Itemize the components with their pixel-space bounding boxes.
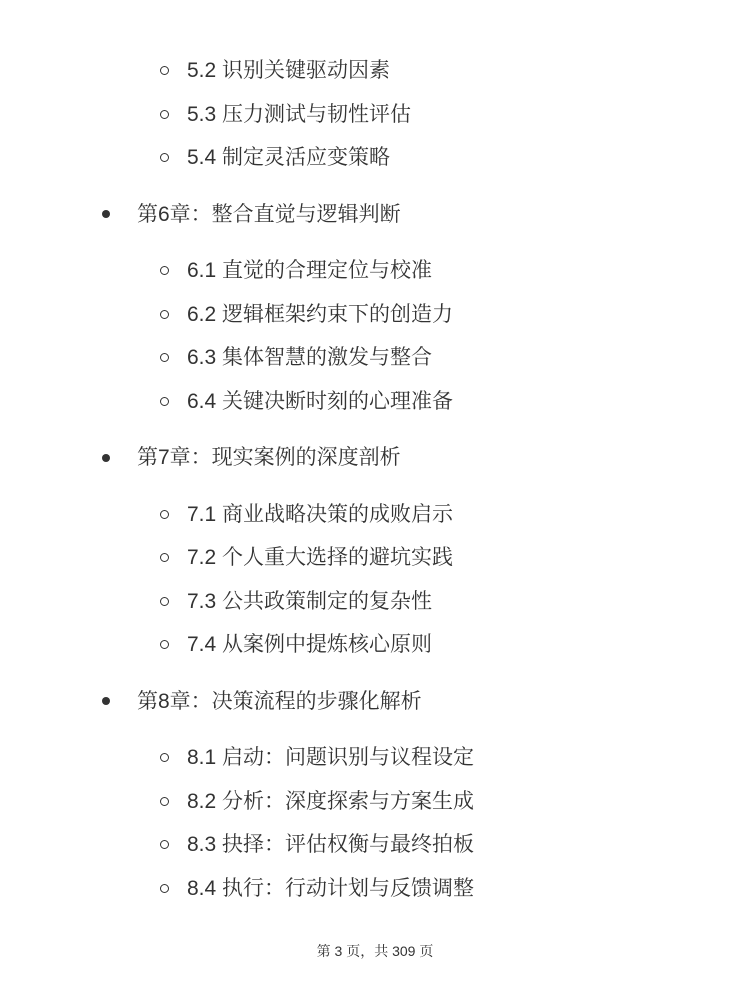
toc-section-label: 6.2 逻辑框架约束下的创造力 [187, 302, 454, 326]
circle-bullet-icon [160, 553, 169, 562]
circle-bullet-icon [160, 353, 169, 362]
toc-chapter-label: 第7章：现实案例的深度剖析 [137, 446, 401, 470]
toc-section-item [0, 867, 750, 911]
toc-chapter-item [0, 436, 750, 480]
toc-section-label: 8.4 执行：行动计划与反馈调整 [187, 876, 475, 900]
toc-section-label: 5.4 制定灵活应变策略 [187, 146, 391, 170]
toc-section-label: 6.1 直觉的合理定位与校准 [187, 259, 433, 283]
toc-section-label: 6.3 集体智慧的激发与整合 [187, 346, 433, 370]
page-number-indicator: 第 3 页，共 309 页 [316, 943, 434, 959]
toc-section-item [0, 823, 750, 867]
circle-bullet-icon [160, 840, 169, 849]
toc-section-item [0, 623, 750, 667]
toc-chapter-item [0, 193, 750, 237]
disc-bullet-icon [102, 697, 110, 705]
toc-section-label: 7.1 商业战略决策的成败启示 [187, 502, 454, 526]
toc-section-label: 8.1 启动：问题识别与议程设定 [187, 746, 475, 770]
circle-bullet-icon [160, 510, 169, 519]
circle-bullet-icon [160, 66, 169, 75]
circle-bullet-icon [160, 266, 169, 275]
toc-chapter-item [0, 680, 750, 724]
circle-bullet-icon [160, 110, 169, 119]
toc-section-label: 8.2 分析：深度探索与方案生成 [187, 789, 475, 813]
toc-chapter-label: 第8章：决策流程的步骤化解析 [137, 689, 422, 713]
toc-section-label: 7.2 个人重大选择的避坑实践 [187, 546, 454, 570]
toc-section-item [0, 93, 750, 137]
toc-section-label: 5.2 识别关键驱动因素 [187, 59, 391, 83]
toc-section-item [0, 736, 750, 780]
toc-section-item [0, 336, 750, 380]
circle-bullet-icon [160, 153, 169, 162]
toc-section-item [0, 49, 750, 93]
circle-bullet-icon [160, 797, 169, 806]
circle-bullet-icon [160, 397, 169, 406]
toc-section-item [0, 380, 750, 424]
toc-section-label: 5.3 压力测试与韧性评估 [187, 102, 412, 126]
toc-section-label: 8.3 抉择：评估权衡与最终拍板 [187, 833, 475, 857]
toc-section-label: 7.4 从案例中提炼核心原则 [187, 633, 433, 657]
toc-section-item [0, 493, 750, 537]
toc-section-item [0, 536, 750, 580]
circle-bullet-icon [160, 640, 169, 649]
circle-bullet-icon [160, 884, 169, 893]
circle-bullet-icon [160, 310, 169, 319]
toc-section-item [0, 249, 750, 293]
disc-bullet-icon [102, 454, 110, 462]
circle-bullet-icon [160, 753, 169, 762]
disc-bullet-icon [102, 210, 110, 218]
toc-section-item [0, 580, 750, 624]
toc-section-item [0, 780, 750, 824]
toc-section-label: 7.3 公共政策制定的复杂性 [187, 589, 433, 613]
toc-chapter-label: 第6章：整合直觉与逻辑判断 [137, 202, 401, 226]
circle-bullet-icon [160, 597, 169, 606]
toc-section-item [0, 136, 750, 180]
toc-section-item [0, 293, 750, 337]
toc-section-label: 6.4 关键决断时刻的心理准备 [187, 389, 454, 413]
